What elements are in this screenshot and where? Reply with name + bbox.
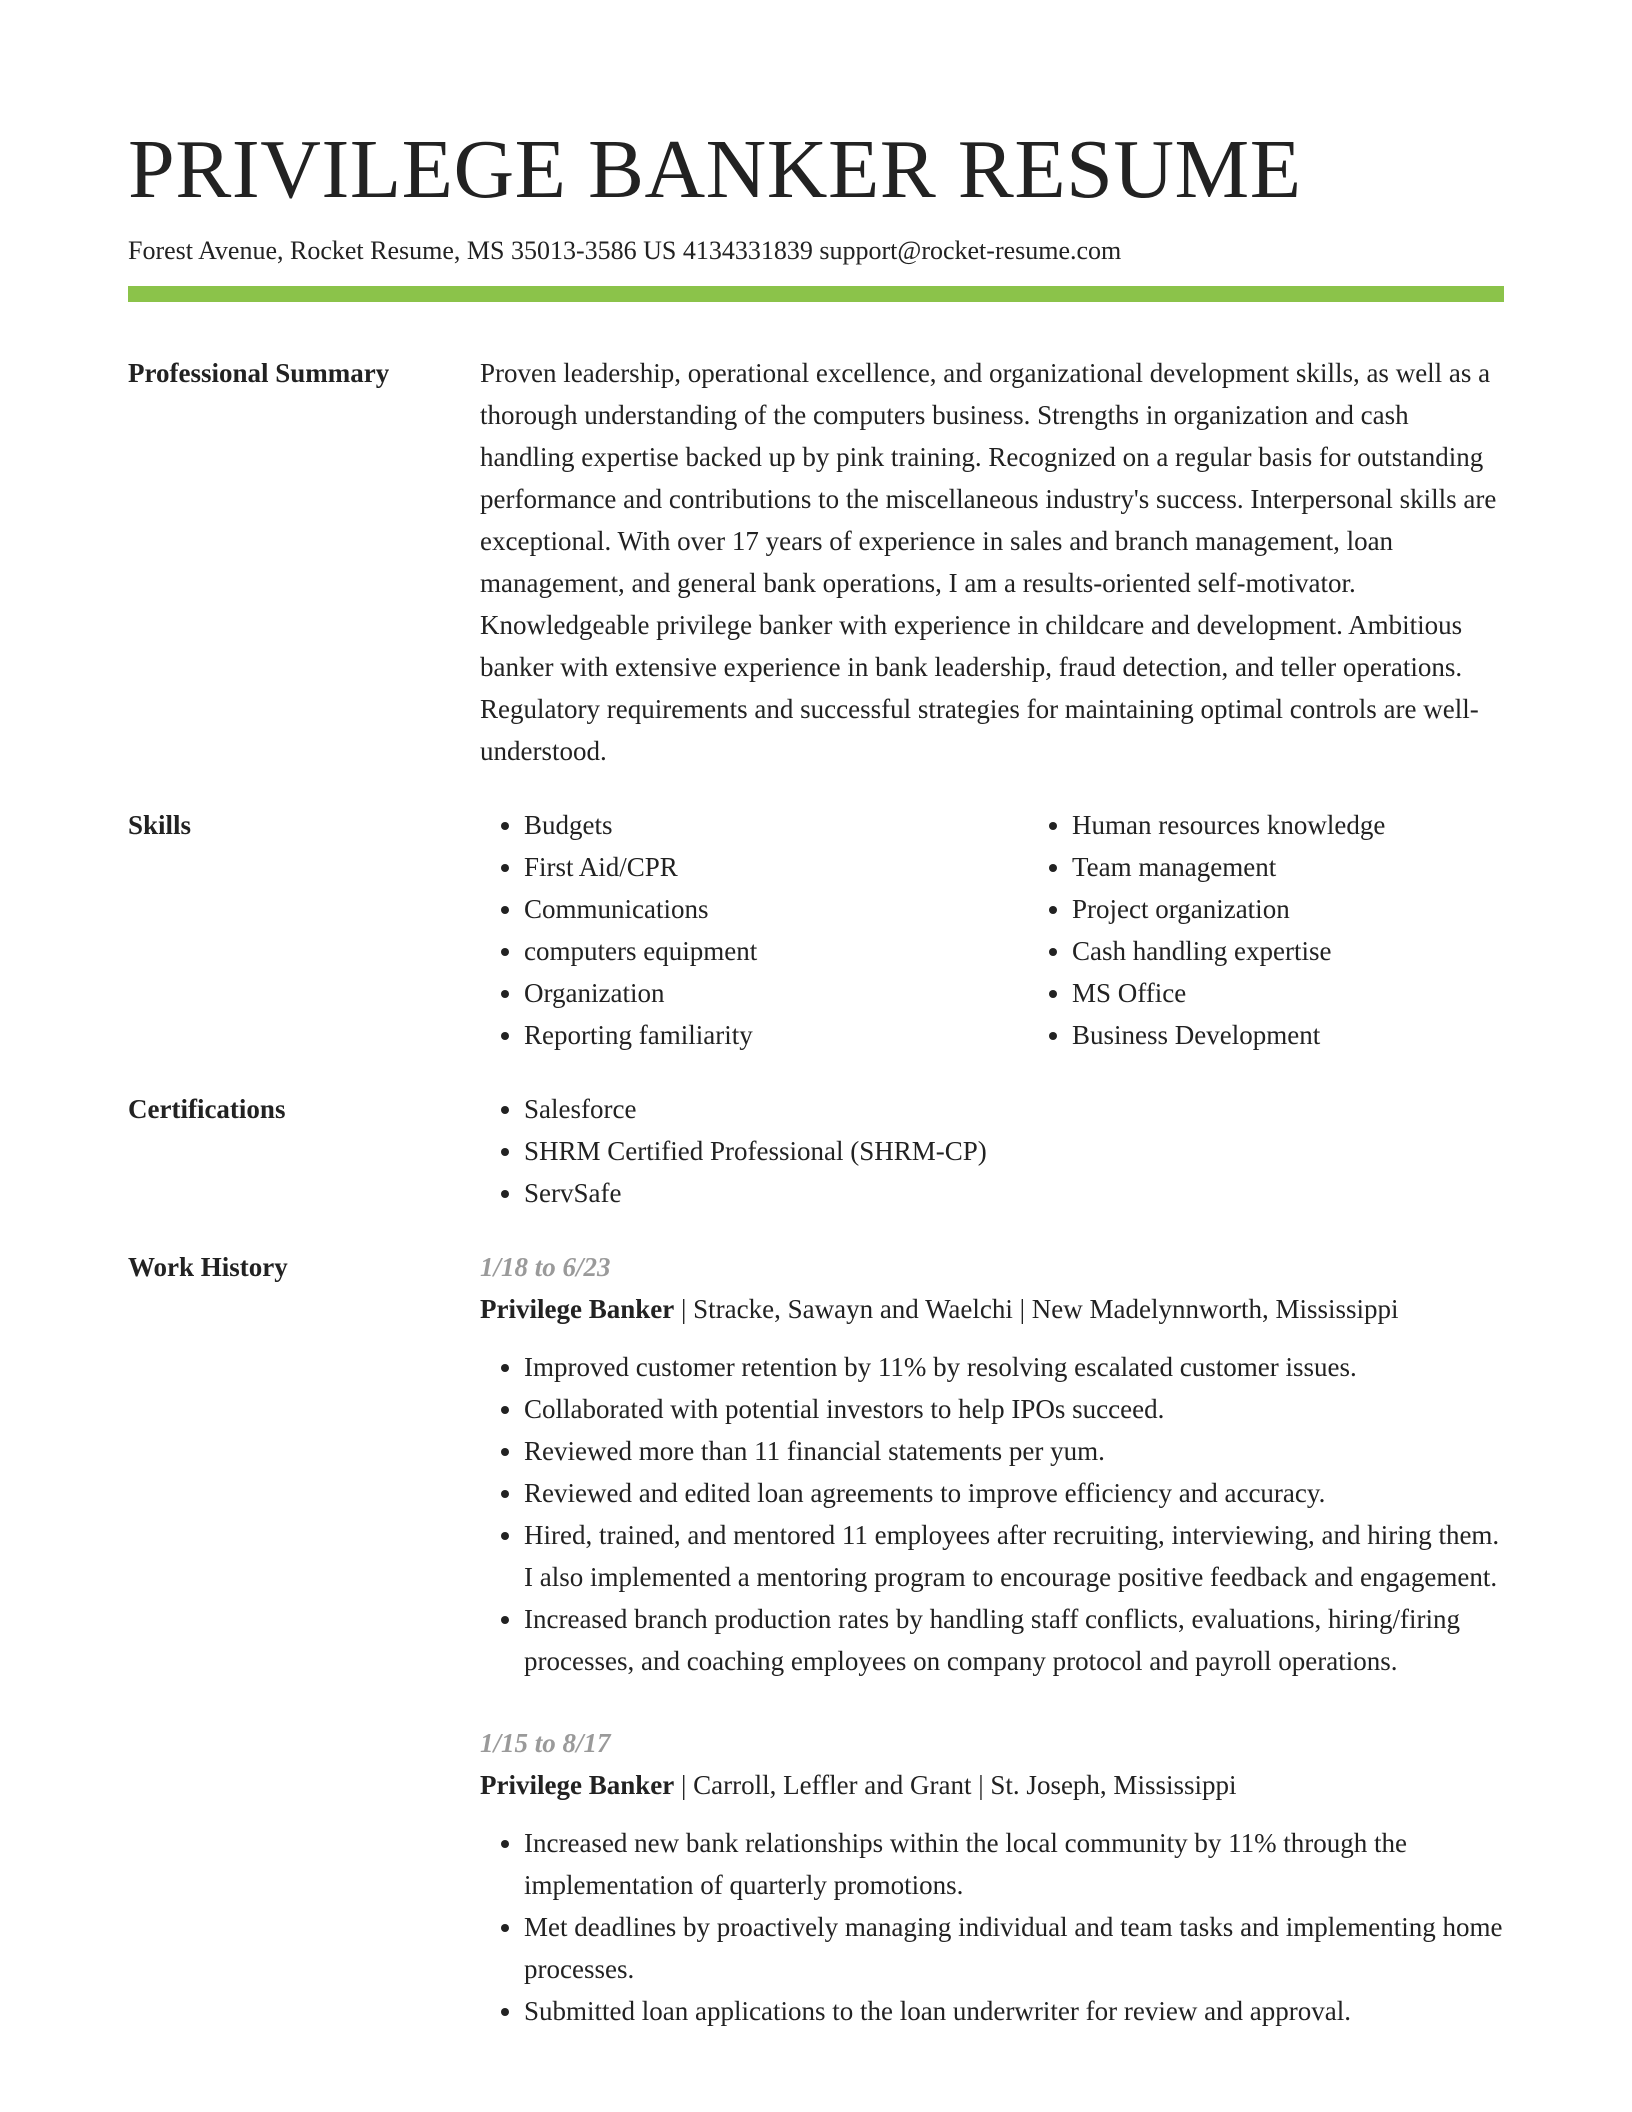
summary-label: Professional Summary: [128, 358, 390, 388]
job-bullets: [480, 1346, 1504, 1682]
skill-item: • First Aid/CPR: [524, 846, 1028, 888]
skills-grid: [480, 804, 1576, 1056]
job-dates: 1/18 to 6/23: [480, 1252, 611, 1282]
certification-item: • SHRM Certified Professional (SHRM-CP): [524, 1130, 1504, 1172]
job-bullet: • Submitted loan applications to the loan underwriter for review and approval.: [524, 1990, 1504, 2032]
work-history-body: [480, 1246, 1504, 2032]
skill-item: • Business Development: [1072, 1014, 1576, 1056]
job-heading: [480, 1764, 1504, 1806]
certification-item: • Salesforce: [524, 1088, 1504, 1130]
job-bullet: • Met deadlines by proactively managing individual and team tasks and implementing home processes.: [524, 1906, 1504, 1990]
job-title: Privilege Banker: [480, 1770, 675, 1800]
job-bullet: • Hired, trained, and mentored 11 employees after recruiting, interviewing, and hiring them. I also implemented a mentoring program to encourage positive feedback and engagement.: [524, 1514, 1504, 1598]
job-bullet: • Improved customer retention by 11% by resolving escalated customer issues.: [524, 1346, 1504, 1388]
certifications-list: [480, 1088, 1504, 1214]
skill-item: • MS Office: [1072, 972, 1576, 1014]
skills-list-right: [1028, 804, 1576, 1056]
accent-divider: [128, 286, 1504, 302]
job-heading: [480, 1288, 1504, 1330]
skill-item: • Organization: [524, 972, 1028, 1014]
job-details: | Stracke, Sawayn and Waelchi | New Madelynnworth, Mississippi: [674, 1294, 1399, 1324]
contact-line: Forest Avenue, Rocket Resume, MS 35013-3586 US 4134331839 support@rocket-resume.com: [128, 236, 1122, 265]
work-history-label: Work History: [128, 1252, 288, 1282]
certification-item: • ServSafe: [524, 1172, 1504, 1214]
skill-item: • Project organization: [1072, 888, 1576, 930]
job-dates: 1/15 to 8/17: [480, 1728, 611, 1758]
resume-page: [128, 0, 1504, 2032]
skill-item: • Cash handling expertise: [1072, 930, 1576, 972]
summary-body: [480, 352, 1504, 772]
skills-label: Skills: [128, 810, 192, 840]
certifications-body: [480, 1088, 1504, 1214]
job-bullet: • Increased branch production rates by handling staff conflicts, evaluations, hiring/firing processes, and coaching employees on company protocol and payroll operations.: [524, 1598, 1504, 1682]
skill-item: • Team management: [1072, 846, 1576, 888]
skill-item: • computers equipment: [524, 930, 1028, 972]
job-entry: [480, 1722, 1504, 2032]
job-bullet: • Reviewed and edited loan agreements to improve efficiency and accuracy.: [524, 1472, 1504, 1514]
job-bullet: • Collaborated with potential investors to help IPOs succeed.: [524, 1388, 1504, 1430]
page-title: PRIVILEGE BANKER RESUME: [128, 123, 1302, 216]
work-history-section: [128, 1246, 1504, 2032]
job-details: | Carroll, Leffler and Grant | St. Joseph, Mississippi: [674, 1770, 1237, 1800]
certifications-section: [128, 1088, 1504, 1214]
skill-item: • Reporting familiarity: [524, 1014, 1028, 1056]
skills-list-left: [480, 804, 1028, 1056]
skill-item: • Budgets: [524, 804, 1028, 846]
skill-item: • Human resources knowledge: [1072, 804, 1576, 846]
job-entry: [480, 1246, 1504, 1682]
job-bullet: • Reviewed more than 11 financial statements per yum.: [524, 1430, 1504, 1472]
skills-section: [128, 804, 1504, 1056]
job-bullets: [480, 1822, 1504, 2032]
certifications-label: Certifications: [128, 1094, 286, 1124]
skill-item: • Communications: [524, 888, 1028, 930]
job-title: Privilege Banker: [480, 1294, 675, 1324]
summary-section: [128, 352, 1504, 772]
job-bullet: • Increased new bank relationships within the local community by 11% through the implementation of quarterly promotions.: [524, 1822, 1504, 1906]
summary-text: Proven leadership, operational excellence, and organizational development skills, as well as a thorough understanding of the computers business. Strengths in organization and cash handling expertise backed up by pink training. Recognized on a regular basis for outstanding performance and contributions to the miscellaneous industry's success. Interpersonal skills are exceptional. With over 17 years of experience in sales and branch management, loan management, and general bank operations, I am a results-oriented self-motivator. Knowledgeable privilege banker with experience in childcare and development. Ambitious banker with extensive experience in bank leadership, fraud detection, and teller operations. Regulatory requirements and successful strategies for maintaining optimal controls are well-understood.: [480, 358, 1497, 766]
